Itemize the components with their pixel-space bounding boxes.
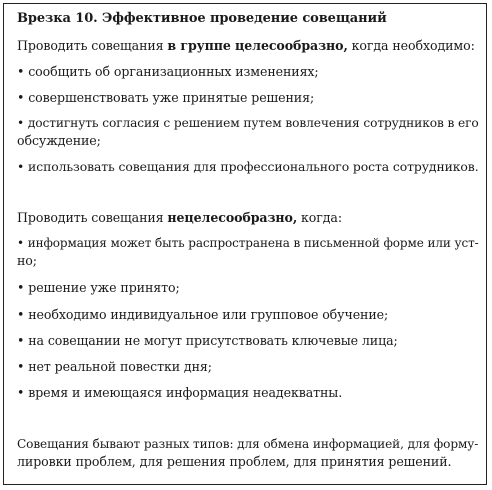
section2-intro-bold: нецелесообразно,	[167, 210, 298, 225]
section2-intro-pre: Проводить совещания	[17, 210, 168, 225]
box-title: Врезка 10. Эффективное проведение совещаний	[17, 11, 387, 26]
list-item: • использовать совещания для профессионального роста сотрудников.	[17, 159, 479, 174]
list-item: • нет реальной повестки дня;	[17, 359, 212, 374]
list-item: • достигнуть согласия с решением путем вовлечения сотрудников в его	[17, 116, 479, 130]
section2-intro-post: когда:	[297, 210, 342, 225]
closing-line: Совещания бывают разных типов: для обмена информацией, для форму-	[17, 437, 479, 451]
section2-intro	[17, 209, 342, 226]
list-item-continuation: обсуждение;	[17, 133, 101, 148]
list-item: • время и имеющаяся информация неадекватны.	[17, 385, 343, 400]
list-item-continuation: но;	[17, 253, 37, 268]
list-item: • решение уже принято;	[17, 280, 180, 295]
section1-intro-pre: Проводить совещания	[17, 38, 168, 53]
section1-intro-post: когда необходимо:	[347, 38, 475, 53]
list-item: • сообщить об организационных изменениях;	[17, 64, 319, 79]
list-item: • необходимо индивидуальное или групповое обучение;	[17, 307, 389, 322]
section1-intro	[17, 37, 475, 54]
closing-line: лировки проблем, для решения проблем, для принятия решений.	[17, 454, 452, 469]
section1-intro-bold: в группе целесообразно,	[167, 38, 348, 53]
list-item: • информация может быть распространена в письменной форме или уст-	[17, 236, 479, 250]
list-item: • совершенствовать уже принятые решения;	[17, 90, 315, 105]
list-item: • на совещании не могут присутствовать ключевые лица;	[17, 333, 398, 348]
